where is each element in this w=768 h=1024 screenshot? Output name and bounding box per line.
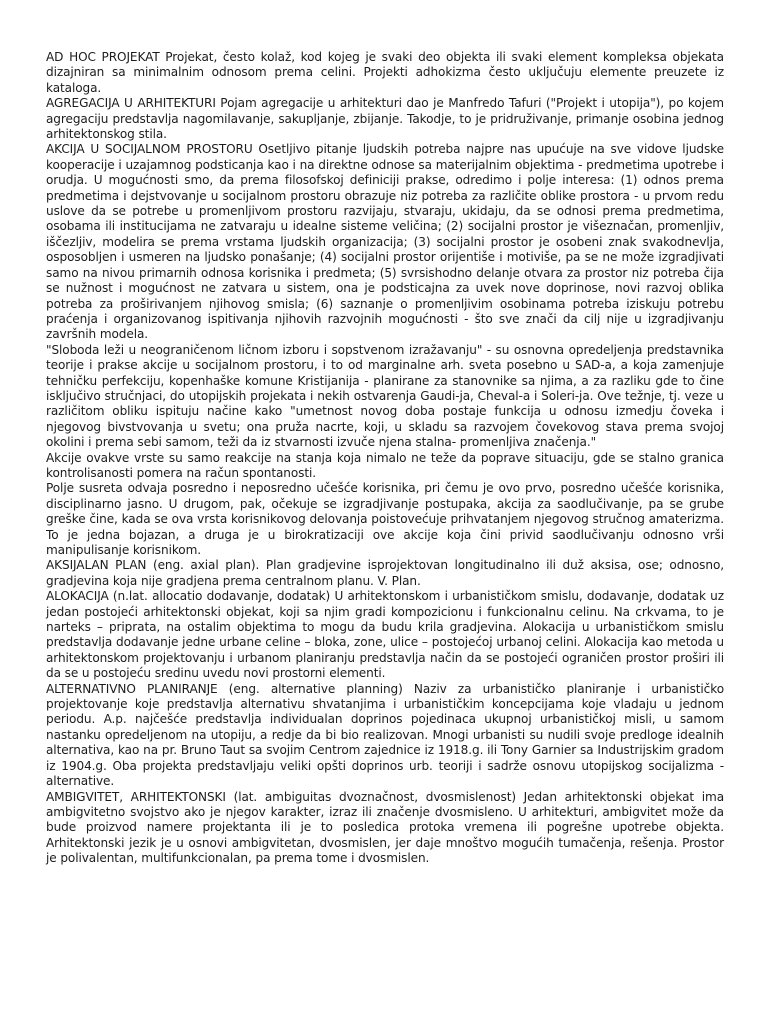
entry-paragraph-sloboda: [46, 343, 724, 451]
entry-term: ALOKACIJA: [46, 589, 109, 604]
entry-agregacija: [46, 96, 724, 142]
entry-ad-hoc-projekat: [46, 50, 724, 96]
entry-alokacija: [46, 589, 724, 681]
entry-term: ALTERNATIVNO PLANIRANJE: [46, 681, 218, 696]
entry-term: AKCIJA U SOCIJALNOM PROSTORU: [46, 142, 253, 157]
entry-text: (lat. ambiguitas dvoznačnost, dvosmislenost) Jedan arhitektonski objekat ima ambigvitetno svojstvo ako je njegov karakter, izraz ili značenje dvosmisleno. U arhitekturi, ambigvitet može da bude proizvod namere projektanta ili je to posledica protoka vremena ili pogrešne upotrebe objekta. Arhitektonski jezik je u osnovi ambigvitetan, dvosmislen, jer daje mnoštvo mogućih tumačenja, rešenja. Prostor je polivalentan, multifunkcionalan, pa prema tome i dvosmislen.: [46, 789, 725, 866]
entry-text: (eng. axial plan). Plan gradjevine isprojektovan longitudinalno ili duž aksisa, ose; odnosno, gradjevina koja nije gradjena prema centralnom planu. V. Plan.: [46, 558, 724, 588]
entry-text: (eng. alternative planning) Naziv za urbanističko planiranje i urbanističko projektovanje koje predstavlja alternativu shvatanjima i urbanističkim koncepcijama koje vladaju u jednom periodu. A.p. najčešće predstavlja individualan doprinos pojedinaca ukupnoj urbanističkoj misli, u samom nastanku opredeljenom na utopiju, a redje da bi bio realizovan. Mnogi urbanisti su nudili svoje predloge idealnih alternativa, kao na pr. Bruno Taut sa svojim Centrom zajednice iz 1918.g. ili Tony Garnier sa Industrijskim gradom iz 1904.g. Oba projekta predstavljaju veliki opšti doprinos urb. teoriji i sadrže osnovu utopijskog socijalizma - alternative.: [46, 681, 724, 789]
entry-ambigvitet: [46, 790, 724, 867]
entry-term: AMBIGVITET, ARHITEKTONSKI: [46, 789, 226, 804]
entry-text: Polje susreta odvaja posredno i neposredno učešće korisnika, pri čemu je ovo prvo, posredno učešće korisnika, disciplinarno jasno. U drugom, pak, očekuje se izgradjivanje postupaka, akcija za saodlučivanje, pa se grube greške čine, kada se ova vrsta korisnikovog delovanja poistovećuje prihvatanjem njegovog stručnog amaterizma. To je jedna bojazan, a druga je u birokratizaciji ove akcije koja čini privid saodlučivanju odnosno vrši manipulisanje korisnikom.: [46, 481, 724, 557]
entry-term: AGREGACIJA U ARHITEKTURI: [46, 96, 216, 111]
entry-text: Projekat, često kolaž, kod kojeg je svaki deo objekta ili svaki element kompleksa objekata dizajniran sa minimalnim odnosom prema celini. Projekti adhokizma često uključuju elemente preuzete iz kataloga.: [46, 50, 724, 95]
entry-text: Pojam agregacije u arhitekturi dao je Manfredo Tafuri ("Projekt i utopija"), po kojem agregaciju predstavlja nagomilavanje, sakupljanje, zbijanje. Takodje, to je pridruživanje, primanje osobina jednog arhitektonskog stila.: [46, 96, 724, 142]
entry-text: (n.lat. allocatio dodavanje, dodatak) U arhitektonskom i urbanističkom smislu, dodavanje, dodatak uz jedan postojeći arhitektonski objekat, koji sa njim gradi kompozicionu i funkcionalnu celinu. Na crkvama, to je narteks – pripratа, na ostalim objektima to mogu da budu krila gradjevina. Alokacija u urbanističkom smislu predstavlja dodavanje jedne urbane celine – bloka, zone, ulice – postojećoj urbanoj celini. Alokacija kao metoda u arhitektonskom projektovanju i urbanom planiranju predstavlja način da se postojeći ograničen prostor proširi ili da se u postojeću sredinu uvedu novi prostorni elementi.: [46, 589, 724, 681]
entry-term: AD HOC PROJEKAT: [46, 50, 160, 64]
entry-term: AKSIJALAN PLAN: [46, 558, 147, 573]
entry-text: Osetljivo pitanje ljudskih potreba najpre nas upućuje na sve vidove ljudske kooperacije i uzajamnog podsticanja kao i na direktne odnose sa materijalnim objektima - predmetima upotrebe i orudja. U mogućnosti smo, da prema filosofskoj definiciji prakse, odredimo i polje interesa: (1) odnos prema predmetima i dejstvovanje u socijalnom prostoru obrazuje niz potreba za različite oblike prostora - u prvom redu uslove da se potrebe u promenljivom prostoru razvijaju, stvaraju, ukidaju, da se odnosi prema predmetima, osobama ili institucijama ne zatvaraju u idealne sisteme veličina; (2) socijalni prostor je višeznačan, promenljiv, iščezljiv, modelira se prema vrstama ljudskih organizacija; (3) socijalni prostor je osobeni znak svakodnevlja, osposobljen i usmeren na ljudsko ponašanje; (4) socijalni prostor orijentiše i motiviše, pa se ne može izgradjivati samo na nivou primarnih odnosa korisnika i predmeta; (5) svrsishodno delanje otvara za prostor niz potreba čija se nužnost i mogućnost ne zatvara u sistem, ona je podsticajna za uvek nove doprinose, novi razvoj oblika potreba za proširivanjem njihovog smisla; (6) saznanje o promenljivim osobinama potreba iziskuju potrebu praćenja i organizovanog ispitivanja njihovih razvojnih mogućnosti - što sve znači da cilj nije u izgradjivanju završnih modela.: [46, 142, 724, 342]
entry-aksijalan-plan: [46, 558, 724, 589]
document-page: [46, 50, 724, 867]
entry-paragraph-akcije: [46, 451, 724, 482]
entry-akcija-u-socijalnom-prostoru: [46, 142, 724, 342]
entry-text: "Sloboda leži u neograničenom ličnom izboru i sopstvenom izražavanju" - su osnovna opredeljenja predstavnika teorije i prakse akcije u socijalnom prostoru, i to od marginalne arh. sveta posebno u SAD-a, a koja zamenjuje tehničku perfekciju, kopenhaške komune Kristijanija - planirane za stanovnike sa njima, a za razliku gde to čine isključivo stručnjaci, do utopijskih projekata i nekih ostvarenja Gaudi-ja, Cheval-a i Soleri-ja. Ove težnje, tj. veze u različitom obliku ispituju načine kako "umetnost novog doba postaje funkcija u odnosu izmedju čoveka i njegovog bivstvovanja u svetu; ona pruža nacrte, koji, u skladu sa razvojem čovekovog stava prema svojoj okolini i prema sebi samom, teži da iz stvarnosti izvuče njena stalna- promenljiva značenja.": [46, 342, 724, 450]
entry-alternativno-planiranje: [46, 682, 724, 790]
entry-paragraph-polje-susreta: [46, 481, 724, 558]
entry-text: Akcije ovakve vrste su samo reakcije na stanja koja nimalo ne teže da poprave situaciju, gde se stalno granica kontrolisanosti pomera na račun spontanosti.: [46, 450, 724, 480]
